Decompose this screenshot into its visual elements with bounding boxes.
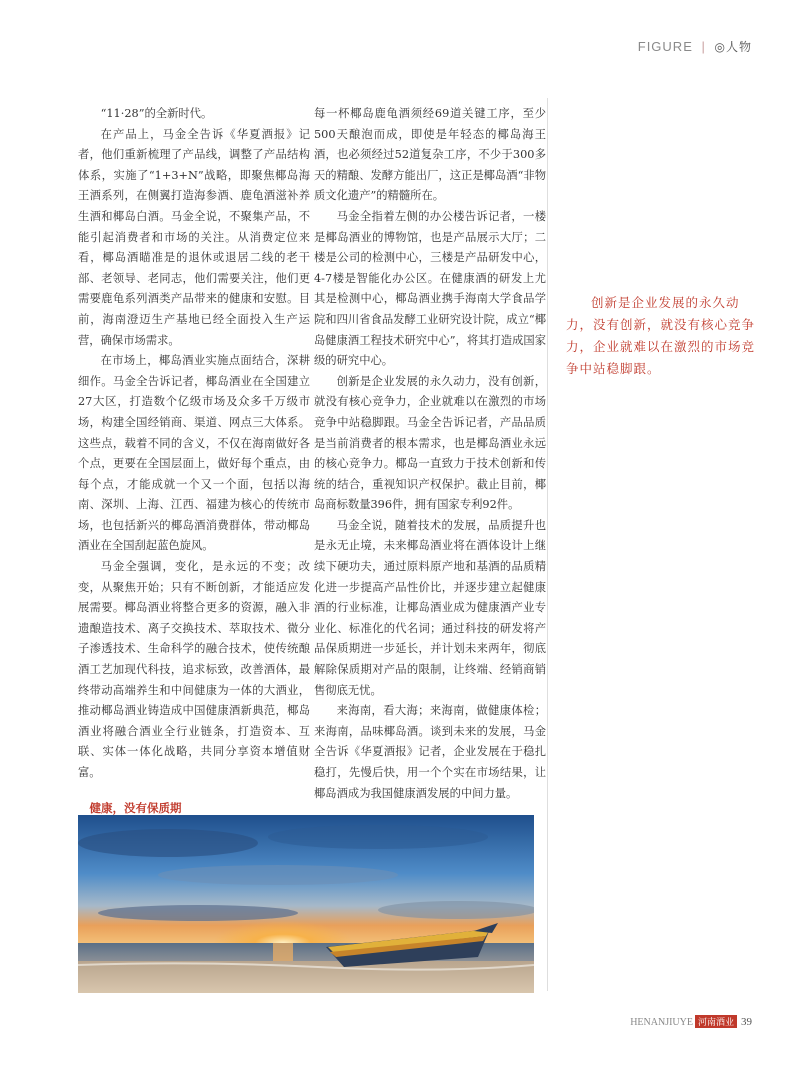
paragraph: 马金全指着左侧的办公楼告诉记者，一楼是椰岛酒业的博物馆，也是产品展示大厅；二楼是公司的检测中心，三楼是产品研发中心，4-7楼是智能化办公区。在健康酒的研发上尤其是检测中心，椰岛酒业携手海南大学食品学院和四川省食品发酵工业研究设计院，成立“椰岛健康酒工程技术研究中心”，将其打造成国家级的研究中心。	[314, 209, 546, 368]
header-divider: |	[701, 39, 706, 54]
page-footer	[630, 1015, 752, 1028]
section-heading: 健康，没有保质期	[89, 800, 182, 815]
page-header	[638, 38, 752, 55]
paragraph: 每一杯椰岛鹿龟酒须经69道关键工序，至少500天酿泡而成，即使是年轻态的椰岛海王酒，也必须经过52道复杂工序，不少于300多天的精酿、发酵方能出厂，这正是椰岛酒“非物质文化遗产”的精髓所在。	[314, 107, 546, 203]
section-label-en: FIGURE	[637, 39, 693, 54]
beach-sunset-photo	[78, 815, 534, 993]
paragraph: 马金全强调，变化，是永远的不变；改变，从聚焦开始；只有不断创新，才能适应发展需要。椰岛酒业将整合更多的资源，融入非遗酿造技术、离子交换技术、萃取技术、微分子渗透技术、生命科学的融合技术，使传统酿酒工艺加现代科技，追求标致，改善酒体，最终带动高端养生和中间健康为一体的大酒业，推动椰岛酒业铸造成中国健康酒新典范，椰岛酒业将融合酒业全行业链条，打造资本、互联、实体一体化战略，共同分享资本增值财富。	[78, 560, 310, 779]
page-number: 39	[741, 1016, 752, 1028]
paragraph: 创新是企业发展的永久动力，没有创新，就没有核心竞争力，企业就难以在激烈的市场竞争中站稳脚跟。马金全告诉记者，产品品质是当前消费者的根本需求，也是椰岛酒业永远的核心竞争力。椰岛一直致力于技术创新和传统的结合，重视知识产权保护。截止目前，椰岛商标数量396件，拥有国家专利92件。	[314, 374, 546, 512]
magazine-badge: 河南酒业	[695, 1015, 737, 1028]
paragraph: 在市场上，椰岛酒业实施点面结合，深耕细作。马金全告诉记者，椰岛酒业在全国建立27大区，打造数个亿级市场及众多千万级市场，构建全国经销商、渠道、网点三大体系。这些点，载着不同的含义，不仅在海南做好各个点，更要在全国层面上，做好每个重点，由每个点，才能成就一个又一个面，包括以海南、深圳、上海、江西、福建为核心的传统市场，也包括新兴的椰岛酒消费群体，带动椰岛酒业在全国刮起蓝色旋风。	[78, 354, 310, 553]
paragraph: 来海南，看大海；来海南，做健康体检；来海南，品味椰岛酒。谈到未来的发展，马金全告诉《华夏酒报》记者，企业发展在于稳扎稳打，先慢后快，用一个个实在市场结果，让椰岛酒成为我国健康酒发展的中间力量。	[314, 704, 546, 800]
sidebar-divider	[547, 98, 548, 991]
article-column-left	[78, 104, 310, 859]
article-column-right	[314, 104, 546, 804]
paragraph: “11·28”的全新时代。	[100, 107, 213, 120]
paragraph: 马金全说，随着技术的发展，品质提升也是永无止境，未来椰岛酒业将在酒体设计上继续下硬功夫，通过原料原产地和基酒的品质精化进一步提高产品性价比，并逐步建立起健康酒的行业标准，让椰岛酒业成为健康酒产业专业化、标准化的代名词；通过科技的研发将产品保质期进一步延长，并计划未来两年，彻底解除保质期对产品的限制，让终端、经销商销售彻底无忧。	[314, 518, 546, 697]
paragraph: 在产品上，马金全告诉《华夏酒报》记者，他们重新梳理了产品线，调整了产品结构体系，实施了“1+3+N”战略，即聚焦椰岛海王酒系列，在侧翼打造海参酒、鹿龟酒滋补养生酒和椰岛白酒。马金全说，不聚集产品，不能引起消费者和市场的关注。从消费定位来看，椰岛酒瞄准是的退休或退居二线的老干部、老领导、老同志，他们需要关注，他们更需要鹿龟系列酒类产品带来的健康和安慰。目前，海南澄迈生产基地已经全面投入生产运营，确保市场需求。	[78, 127, 310, 347]
magazine-name-en: HENANJIUYE	[630, 1017, 693, 1028]
pull-quote: 创新是企业发展的永久动力，没有创新，就没有核心竞争力，企业就难以在激烈的市场竞争中站稳脚跟。	[566, 295, 756, 376]
section-label-cn: ◎人物	[714, 40, 752, 54]
